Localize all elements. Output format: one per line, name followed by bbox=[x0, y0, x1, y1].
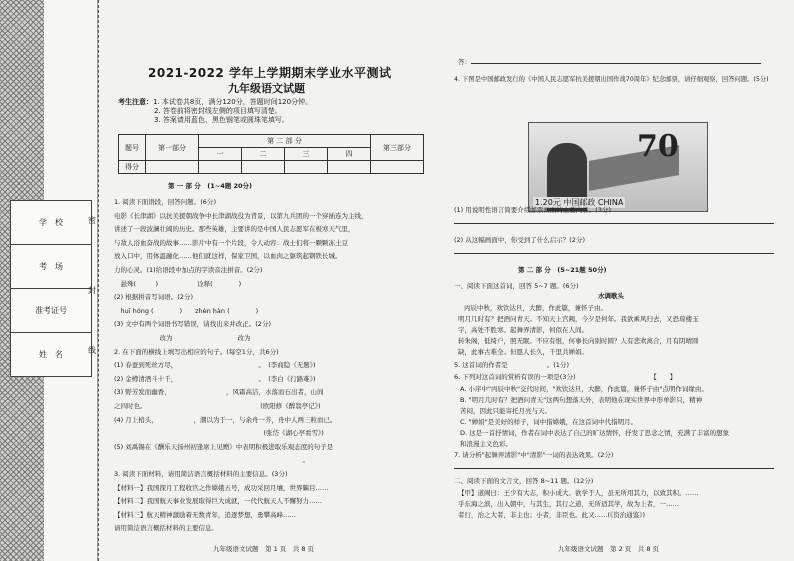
score-cell: 得分 bbox=[119, 161, 146, 174]
poem-line: 宇，高处不胜寒。起舞弄清影，何似在人间。 bbox=[458, 326, 588, 334]
seal-mark-xian: 线 bbox=[88, 346, 96, 355]
score-cell[interactable] bbox=[242, 161, 285, 174]
info-row-name bbox=[11, 333, 91, 376]
answer-line-row bbox=[454, 248, 774, 257]
poem-line: 明月几时有？把酒问青天。不知天上宫阙，今夕是何年。我欲乘风归去，又恐琼楼玉 bbox=[458, 315, 699, 323]
left-text-line: 【材料一】我国探月工程收官之作嫦娥五号，成功采回月壤，世界瞩目…… bbox=[114, 483, 329, 492]
left-text-line: 。 bbox=[114, 456, 309, 465]
answer-line-row bbox=[454, 218, 774, 227]
section2-heading: 二、阅读下面的文言文，回答 8~11 题。(12分) bbox=[454, 477, 594, 485]
commemorative-stamp-image bbox=[528, 122, 708, 212]
exam-notice bbox=[118, 98, 418, 125]
seal-mark-feng: 封 bbox=[88, 286, 96, 295]
prose-line: 者行，治之大者，非主也；小者，非臣也。此又……(《资治通鉴》) bbox=[458, 511, 646, 519]
q4-prompt: 4. 下图是中国邮政发行的《中国人民志愿军抗美援朝出国作战70周年》纪念邮票，请仔细观察，回答问题。(5分) bbox=[454, 76, 769, 83]
poem-line: 缺，此事古难全。但愿人长久，千里共婵娟。 bbox=[458, 348, 588, 356]
left-text-line: 讲述了一段波澜壮阔的历史。那些英雄，主要讲的是中国人民志愿军在极寒天气里， bbox=[114, 225, 355, 234]
notice-item: 2. 答卷前将密封线左侧的项目填写清楚。 bbox=[154, 107, 282, 115]
left-text-line: 放入口中，用体温融化……他们就这样，保家卫国，以血肉之躯筑起钢铁长城。 bbox=[114, 252, 342, 261]
exam-subtitle: 九年级语文试题 bbox=[228, 82, 305, 95]
left-text-line: (3) 野芳发而幽香， ，风霜高洁，水落而石出者，山间 bbox=[114, 388, 324, 397]
left-text-line: (1) 春蚕到死丝方尽， 。 (李商隐《无题》) bbox=[114, 361, 316, 370]
left-text-line: 1. 阅读下面语段，回答问题。(6分) bbox=[114, 198, 216, 206]
score-cell[interactable] bbox=[285, 161, 328, 174]
left-text-line: 请用简洁语言概括材料的主要信息。 bbox=[114, 524, 218, 533]
part1-heading: 第 一 部 分 (1~4题 20分) bbox=[168, 182, 253, 190]
answer-label bbox=[458, 58, 761, 67]
q6-option: C. "婵娟"是美好的样子，词中指嫦娥，在这首词中代指明月。 bbox=[460, 418, 638, 426]
stamp-denomination: 1.20元 中国邮政 CHINA bbox=[535, 198, 624, 207]
q6-option: 苦闷，因此只能寄托月亮与天。 bbox=[460, 407, 551, 415]
score-cell: 二 bbox=[242, 148, 285, 161]
info-row-room bbox=[11, 245, 91, 289]
left-text-line: (3) 文中有两个词语书写错误，请找出来并改正。(2分) bbox=[114, 320, 271, 329]
score-cell[interactable] bbox=[371, 161, 424, 174]
exam-title: 2021-2022 学年上学期期末学业水平测试 bbox=[148, 66, 392, 80]
score-cell[interactable] bbox=[146, 161, 199, 174]
poem-line: 丙辰中秋，欢饮达旦，大醉，作此篇，兼怀子由。 bbox=[464, 304, 607, 312]
answer-line[interactable] bbox=[454, 468, 774, 469]
fold-line bbox=[98, 0, 100, 561]
page-right bbox=[448, 52, 788, 552]
score-cell[interactable] bbox=[328, 161, 371, 174]
score-cell: 第 二 部 分 bbox=[199, 135, 371, 148]
q6-option: D. 这是一首抒情词，作者在词中表达了自己的旷达情怀，抒发了思念之情，充满了丰富的想象 bbox=[460, 429, 730, 437]
info-label: 姓 名 bbox=[39, 350, 63, 359]
prose-line: 乎东海之滨，出入朝中，与其生，其行之道，无所适其学，故为上者，一…… bbox=[458, 500, 679, 508]
poem-title: 水调歌头 bbox=[598, 292, 624, 300]
answer-line[interactable] bbox=[454, 253, 774, 254]
left-text-line: 改为 改为 bbox=[114, 334, 251, 342]
stamp-anniversary-number: 70 bbox=[637, 129, 679, 164]
left-text-line: 2. 在下面的横线上填写出相应的句子。(每空1分，共6分) bbox=[114, 347, 279, 356]
left-text-line: (5) 刘禹锡在《酬乐天扬州初逢席上见赠》中表明积极进取乐观态度的句子是 bbox=[114, 442, 334, 451]
left-text-line: 悬殊( ) 诠释( ) bbox=[114, 279, 242, 288]
score-cell[interactable] bbox=[199, 161, 242, 174]
part2-heading: 第 二 部 分 (5~21题 50分) bbox=[518, 266, 607, 274]
q4-2: (2) 从这幅画面中，你受到了什么启示？(2分) bbox=[454, 236, 585, 244]
page-footer: 九年级语文试题 第 2 页 共 8 页 bbox=[558, 545, 660, 553]
left-text-line: 与敌人浴血奋战的故事……影片中有一个片段，令人动容：战士们将一颗颗冻土豆 bbox=[114, 238, 348, 247]
left-text-line: 【材料二】我国航天事业发展取得巨大成就，一代代航天人不懈努力…… bbox=[114, 497, 322, 506]
score-cell: 第一部分 bbox=[146, 135, 199, 161]
score-cell: 第三部分 bbox=[371, 135, 424, 161]
answer-prefix: 答： bbox=[458, 58, 471, 66]
question-7: 7. 请分析"起舞弄清影"中"清影"一词的表达效果。(2分) bbox=[454, 451, 614, 459]
score-cell: 三 bbox=[285, 148, 328, 161]
answer-line-row bbox=[454, 463, 774, 472]
notice-text: 1. 本试卷共8页，满分120分，答题时间120分钟。 bbox=[153, 98, 313, 106]
page-left bbox=[108, 52, 438, 552]
answer-line[interactable] bbox=[454, 223, 774, 224]
notice-label: 考生注意： bbox=[118, 98, 153, 106]
q6-option: A. 小序中"丙辰中秋"交代时间，"欢饮达旦，大醉，作此篇，兼怀子由"点明作词缘由。 bbox=[460, 385, 708, 393]
info-row-school bbox=[11, 201, 91, 245]
left-text-line: 【材料三】航天精神激励着无数青年，追逐梦想，勇攀高峰…… bbox=[114, 510, 296, 519]
q6-option: 和浪漫主义色彩。 bbox=[460, 440, 512, 448]
info-row-id bbox=[11, 289, 91, 333]
q4-1: (1) 用说明性语言简要介绍邮票画面的主要内容。(3分) bbox=[454, 206, 611, 214]
left-text-line: 3. 阅读下面材料，请用简洁语言概括材料的主要信息。(3分) bbox=[114, 470, 288, 478]
notice-item bbox=[118, 98, 418, 107]
answer-line[interactable] bbox=[471, 63, 761, 64]
score-cell: 一 bbox=[199, 148, 242, 161]
question-6: 6. 下列对这首词的赏析有误的一项是(3分) 【 】 bbox=[454, 373, 677, 381]
info-label: 准考证号 bbox=[35, 306, 67, 315]
left-text-line: (张岱《湖心亭看雪》) bbox=[114, 429, 324, 438]
seal-mark-mi: 密 bbox=[88, 216, 96, 225]
left-text-line: 力的心灵。(1)给语段中加点的字读音注拼音。(2分) bbox=[114, 266, 263, 274]
q6-option: B. "明月几时有？把酒问青天"这两句想落天外，表明他在现实世界中形单影只，精神 bbox=[460, 396, 703, 404]
left-text-line: 之四时也。 (欧阳修《醉翁亭记》) bbox=[114, 402, 321, 410]
student-info-box bbox=[10, 200, 92, 377]
left-text-line: (4) 月上梢头， ，潮以为于一，与余舟一芥，舟中人两三粒而已。 bbox=[114, 415, 337, 424]
score-cell: 四 bbox=[328, 148, 371, 161]
poem-line: 转朱阁，低绮户，照无眠。不应有恨，何事长向别时圆？人有悲欢离合，月有阴晴圆 bbox=[458, 337, 699, 345]
left-text-line: 电影《长津湖》以抗美援朝战争中长津湖战役为背景，以第九兵团的一个穿插连为主线， bbox=[114, 211, 368, 220]
info-label: 学 校 bbox=[39, 218, 63, 227]
section1-heading: 一、阅读下面这首词，回答 5~7 题。(6分) bbox=[454, 282, 579, 290]
binding-strip bbox=[0, 0, 98, 561]
score-cell: 题号 bbox=[119, 135, 146, 161]
question-5: 5. 这首词的作者是 。(1分) bbox=[454, 361, 569, 369]
prose-line: 【甲】道阙曰：王少有大志，积小成大。欲学于人，虽无所用其力，以致其积。…… bbox=[458, 489, 699, 497]
left-text-line: huī hóng ( ) zhèn hàn ( ) bbox=[114, 306, 259, 315]
notice-item: 3. 答案请用蓝色、黑色钢笔或圆珠笔填写。 bbox=[154, 116, 289, 124]
info-label: 考 场 bbox=[39, 262, 63, 271]
left-text-line: (2) 金樽清酒斗十千， 。 (李白《行路难》) bbox=[114, 374, 316, 383]
page-footer: 九年级语文试题 第 1 页 共 8 页 bbox=[213, 545, 315, 553]
left-text-line: (2) 根据拼音写词语。(2分) bbox=[114, 293, 193, 302]
score-table bbox=[118, 134, 424, 174]
